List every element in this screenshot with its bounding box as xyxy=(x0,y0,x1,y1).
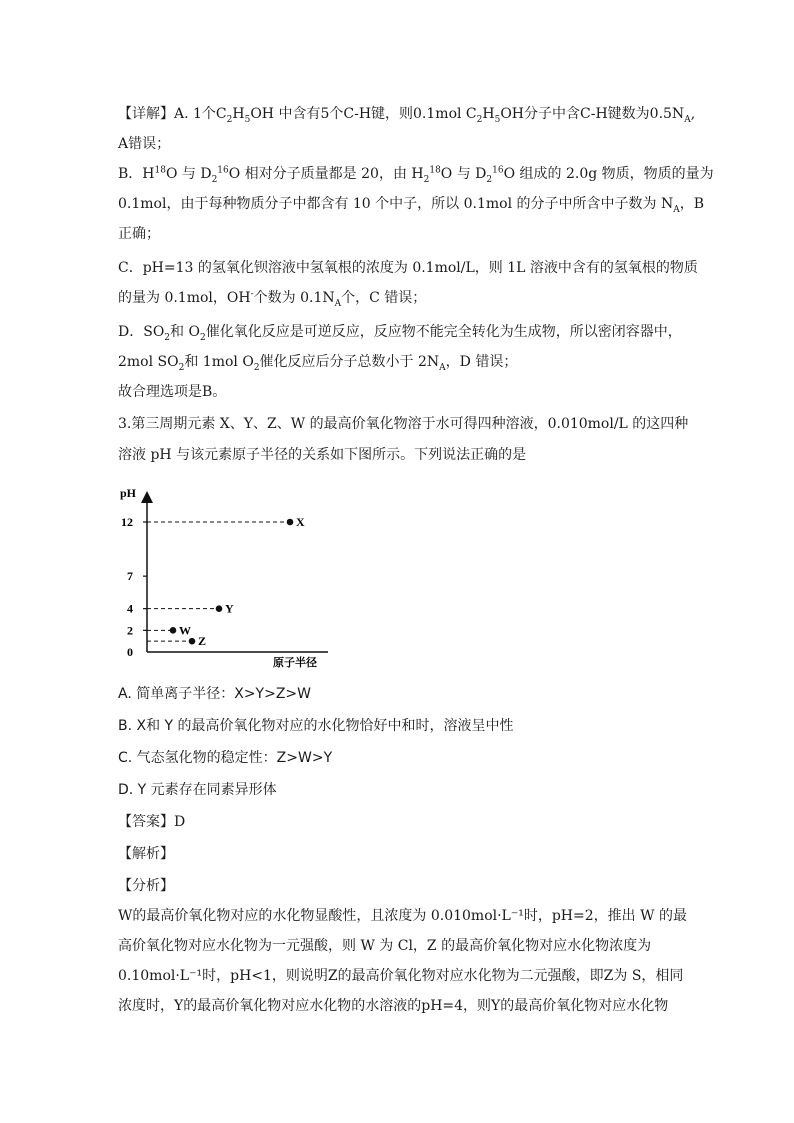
subscript: 2 xyxy=(476,114,483,125)
point-label-x: X xyxy=(296,515,305,529)
text: 的量为 0.1mol，OH xyxy=(118,290,251,306)
answer: 【答案】D xyxy=(118,814,186,830)
subscript: 2 xyxy=(199,332,206,343)
text: OH分子中含C-H键数为0.5N xyxy=(500,106,685,122)
subscript: A xyxy=(673,204,680,215)
option-b: B. X和 Y 的最高价氧化物对应的水化物恰好中和时，溶液呈中性 xyxy=(118,718,514,734)
text: ，D 错误； xyxy=(445,354,518,370)
y-tick-label: 2 xyxy=(127,623,133,638)
point-label-w: W xyxy=(179,623,191,638)
text: D．SO xyxy=(118,324,165,340)
subscript: 2 xyxy=(211,174,218,185)
detail-c-line1: C．pH=13 的氢氧化钡溶液中氢氧根的浓度为 0.1mol/L，则 1L 溶液中含有的氢氧根的物质 xyxy=(118,260,698,276)
option-d: D. Y 元素存在同素异形体 xyxy=(118,782,277,798)
superscript: - xyxy=(250,289,254,300)
detail-d-line2 xyxy=(118,352,517,372)
subscript: 2 xyxy=(178,362,185,373)
text: 和 1mol O xyxy=(184,354,254,370)
text: ，B xyxy=(679,196,705,212)
text: 2mol SO xyxy=(118,354,179,370)
analysis-heading: 【解析】 xyxy=(118,846,174,862)
subscript: A xyxy=(684,114,691,125)
text: OH 中含有5个C-H键，则0.1mol C xyxy=(250,106,477,122)
subscript: 2 xyxy=(423,174,430,185)
subscript: A xyxy=(439,362,446,373)
superscript: 16 xyxy=(217,165,229,176)
text: O 与 D xyxy=(440,166,487,182)
text: 个数为 0.1N xyxy=(253,290,335,306)
text: B．H xyxy=(118,166,155,182)
subscript: 5 xyxy=(494,114,501,125)
point-label-z: Z xyxy=(198,634,207,649)
y-tick-label: 12 xyxy=(121,515,133,529)
subscript: 5 xyxy=(244,114,251,125)
superscript: 18 xyxy=(429,165,441,176)
superscript: 16 xyxy=(492,165,504,176)
subscript: 2 xyxy=(164,332,171,343)
analysis-line2: 高价氧化物对应水化物为一元强酸，则 W 为 Cl，Z 的最高价氧化物对应水化物浓度为 xyxy=(118,938,652,954)
detail-d-line1 xyxy=(118,322,682,342)
subscript: A xyxy=(334,298,342,309)
analysis-subheading: 【分析】 xyxy=(118,878,174,894)
option-c: C. 气态氢化物的稳定性：Z>W>Y xyxy=(118,750,333,766)
point-y xyxy=(216,605,223,612)
subscript: 2 xyxy=(253,362,260,373)
ph-radius-chart xyxy=(118,480,333,670)
detail-b-line1 xyxy=(118,164,714,184)
option-a: A. 简单离子半径：X>Y>Z>W xyxy=(118,686,311,702)
text: O 与 D xyxy=(165,166,212,182)
y-tick-label: 7 xyxy=(127,569,133,584)
analysis-line1: W的最高价氧化物对应的水化物显酸性，且浓度为 0.010mol·L⁻¹时，pH=2，推出 W 的最 xyxy=(118,908,687,924)
superscript: 18 xyxy=(154,165,166,176)
detail-a-line1 xyxy=(118,104,695,124)
text: H xyxy=(232,106,245,122)
text: , xyxy=(690,106,696,122)
question-line1: 3.第三周期元素 X、Y、Z、W 的最高价氧化物溶于水可得四种溶液，0.010mol/L 的这四种 xyxy=(118,416,689,432)
detail-b-line3: 正确； xyxy=(118,226,160,242)
text: 个，C 错误； xyxy=(341,290,427,306)
subscript: 2 xyxy=(486,174,493,185)
point-w xyxy=(170,627,177,634)
x-axis-label: 原子半径 xyxy=(273,657,317,669)
text: 催化氧化反应是可逆反应，反应物不能完全转化为生成物，所以密闭容器中， xyxy=(205,324,682,340)
point-label-y: Y xyxy=(225,601,234,616)
point-x xyxy=(287,519,294,526)
analysis-line4: 浓度时，Y的最高价氧化物对应水化物的水溶液的pH=4，则Y的最高价氧化物对应水化物 xyxy=(118,998,669,1014)
text: O 组成的 2.0g 物质，物质的量为 xyxy=(503,166,714,182)
detail-a-line2: A错误； xyxy=(118,136,171,152)
detail-b-line2 xyxy=(118,194,704,214)
y-tick-label: 0 xyxy=(127,645,133,659)
text: 【详解】A. 1个C xyxy=(118,106,227,122)
y-axis-label: pH xyxy=(120,486,137,500)
text: O 相对分子质量都是 20，由 H xyxy=(228,166,424,182)
point-z xyxy=(189,638,196,645)
detail-c-line2 xyxy=(118,288,426,308)
y-tick-label: 4 xyxy=(127,601,133,616)
text: 催化反应后分子总数小于 2N xyxy=(259,354,440,370)
text: H xyxy=(482,106,495,122)
text: 0.1mol，由于每种物质分子中都含有 10 个中子，所以 0.1mol 的分子中所含中子数为 N xyxy=(118,196,674,212)
analysis-line3: 0.10mol·L⁻¹时，pH<1，则说明Z的最高价氧化物对应水化物为二元强酸，即Z为 S，相同 xyxy=(118,968,684,984)
text: 和 O xyxy=(170,324,200,340)
question-line2: 溶液 pH 与该元素原子半径的关系如下图所示。下列说法正确的是 xyxy=(118,447,527,463)
conclusion: 故合理选项是B。 xyxy=(118,384,227,400)
subscript: 2 xyxy=(226,114,233,125)
